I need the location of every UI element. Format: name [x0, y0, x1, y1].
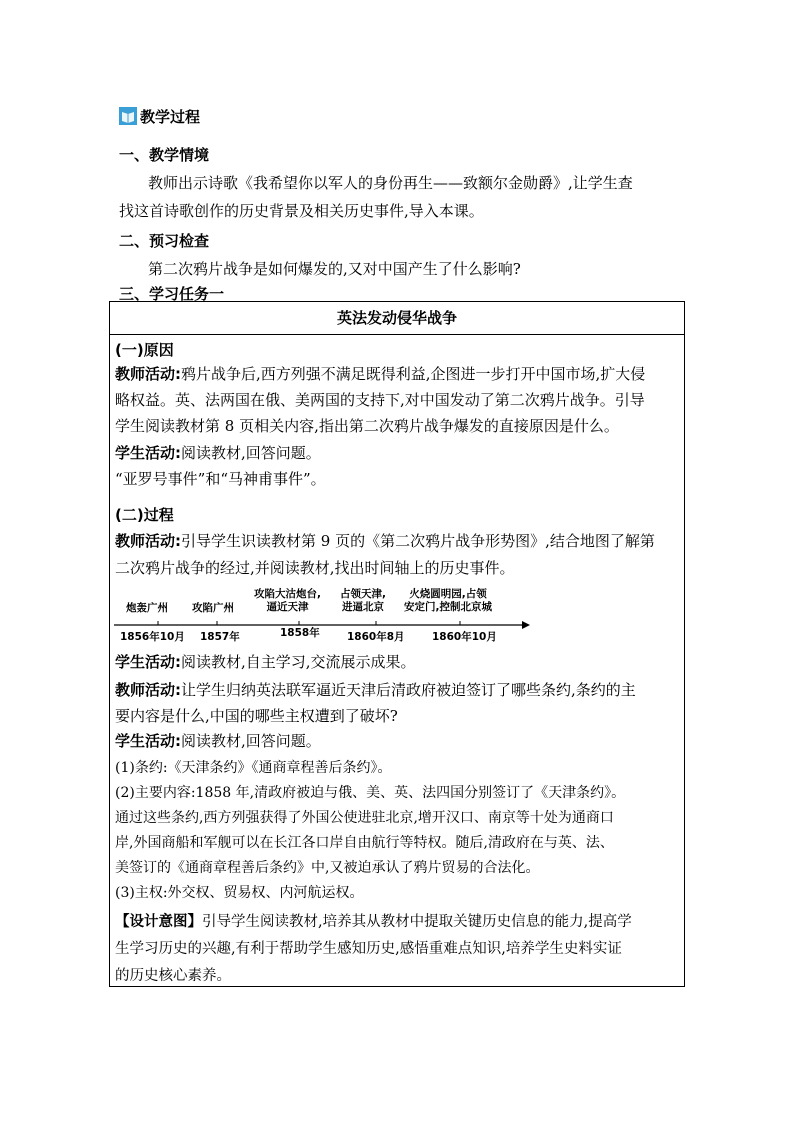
teacher-label: 教师活动: — [115, 532, 181, 550]
cause-answer: “亚罗号事件”和“马神甫事件”。 — [115, 470, 326, 488]
answer-2-cont: 通过这些条约,西方列强获得了外国公使进驻北京,增开汉口、南京等十处为通商口 — [115, 810, 614, 826]
answer-2-cont: 美签订的《通商章程善后条约》中,又被迫承认了鸦片贸易的合法化。 — [115, 860, 540, 876]
paragraph: 教师出示诗歌《我希望你以军人的身份再生——致额尔金勋爵》,让学生查 — [148, 174, 633, 192]
text: 阅读教材,回答问题。 — [181, 732, 321, 750]
timeline-date: 1857年 — [200, 631, 240, 643]
text: 引导学生阅读教材,培养其从教材中提取关键历史信息的能力,提高学 — [202, 914, 632, 930]
timeline-event: 攻陷大沽炮台, 逼近天津 — [254, 588, 321, 613]
timeline-date: 1860年10月 — [432, 631, 497, 643]
teacher-label: 教师活动: — [115, 365, 181, 383]
text-line: 要内容是什么,中国的哪些主权遭到了破坏? — [115, 707, 398, 725]
timeline-date: 1860年8月 — [347, 631, 405, 643]
answer-2: (2)主要内容:1858 年,清政府被迫与俄、美、英、法四国分别签订了《天津条约》。 — [115, 785, 626, 801]
heading-preview-check: 二、预习检查 — [119, 232, 210, 250]
process-student-line-2 — [115, 729, 681, 754]
text: 阅读教材,自主学习,交流展示成果。 — [181, 653, 416, 671]
cause-heading: (一)原因 — [115, 341, 174, 359]
process-teacher-line-2 — [115, 678, 681, 703]
content-table — [109, 301, 685, 987]
timeline-axis — [114, 618, 534, 632]
text: 引导学生识读教材第 9 页的《第二次鸦片战争形势图》,结合地图了解第 — [181, 532, 655, 550]
section-title: 教学过程 — [140, 107, 201, 126]
paragraph: 找这首诗歌创作的历史背景及相关历史事件,导入本课。 — [119, 202, 484, 220]
text-line: 生学习历史的兴趣,有利于帮助学生感知历史,感悟重难点知识,培养学生史料实证 — [115, 941, 622, 957]
timeline-event: 占领天津, 进逼北京 — [340, 588, 386, 613]
text: 鸦片战争后,西方列强不满足既得利益,企图进一步打开中国市场,扩大侵 — [181, 365, 646, 383]
heading-teaching-context: 一、教学情境 — [119, 146, 210, 164]
table-title: 英法发动侵华战争 — [110, 302, 684, 335]
timeline-figure — [114, 586, 534, 646]
design-intent-line — [115, 909, 681, 936]
timeline-event: 炮轰广州 — [126, 602, 168, 614]
text: 阅读教材,回答问题。 — [181, 444, 321, 462]
answer-2-cont: 岸,外国商船和军舰可以在长江各口岸自由航行等特权。随后,清政府在与英、法、 — [115, 835, 614, 851]
answer-3: (3)主权:外交权、贸易权、内河航运权。 — [115, 885, 364, 901]
section-header — [119, 105, 200, 127]
cause-teacher-line — [115, 362, 681, 387]
design-label: 【设计意图】 — [115, 914, 202, 930]
text: 让学生归纳英法联军逼近天津后清政府被迫签订了哪些条约,条约的主 — [181, 681, 636, 699]
process-teacher-line — [115, 529, 681, 554]
book-icon — [119, 107, 137, 125]
student-label: 学生活动: — [115, 444, 181, 462]
heading-task-one: 三、学习任务一 — [119, 285, 225, 303]
text-line: 二次鸦片战争的经过,并阅读教材,找出时间轴上的历史事件。 — [115, 559, 515, 577]
text-line: 的历史核心素养。 — [115, 968, 231, 984]
student-label: 学生活动: — [115, 732, 181, 750]
text-line: 学生阅读教材第 8 页相关内容,指出第二次鸦片战争爆发的直接原因是什么。 — [115, 417, 619, 435]
cause-student-line — [115, 441, 681, 466]
teacher-label: 教师活动: — [115, 681, 181, 699]
process-heading: (二)过程 — [115, 506, 174, 524]
answer-1: (1)条约:《天津条约》《通商章程善后条约》。 — [115, 760, 392, 776]
text-line: 略权益。英、法两国在俄、美两国的支持下,对中国发动了第二次鸦片战争。引导 — [115, 391, 645, 409]
timeline-date: 1858年 — [280, 627, 320, 639]
process-student-line — [115, 650, 681, 675]
timeline-event: 火烧圆明园,占领 安定门,控制北京城 — [404, 588, 492, 613]
paragraph: 第二次鸦片战争是如何爆发的,又对中国产生了什么影响? — [148, 260, 521, 278]
timeline-date: 1856年10月 — [120, 631, 185, 643]
student-label: 学生活动: — [115, 653, 181, 671]
timeline-event: 攻陷广州 — [192, 602, 234, 614]
